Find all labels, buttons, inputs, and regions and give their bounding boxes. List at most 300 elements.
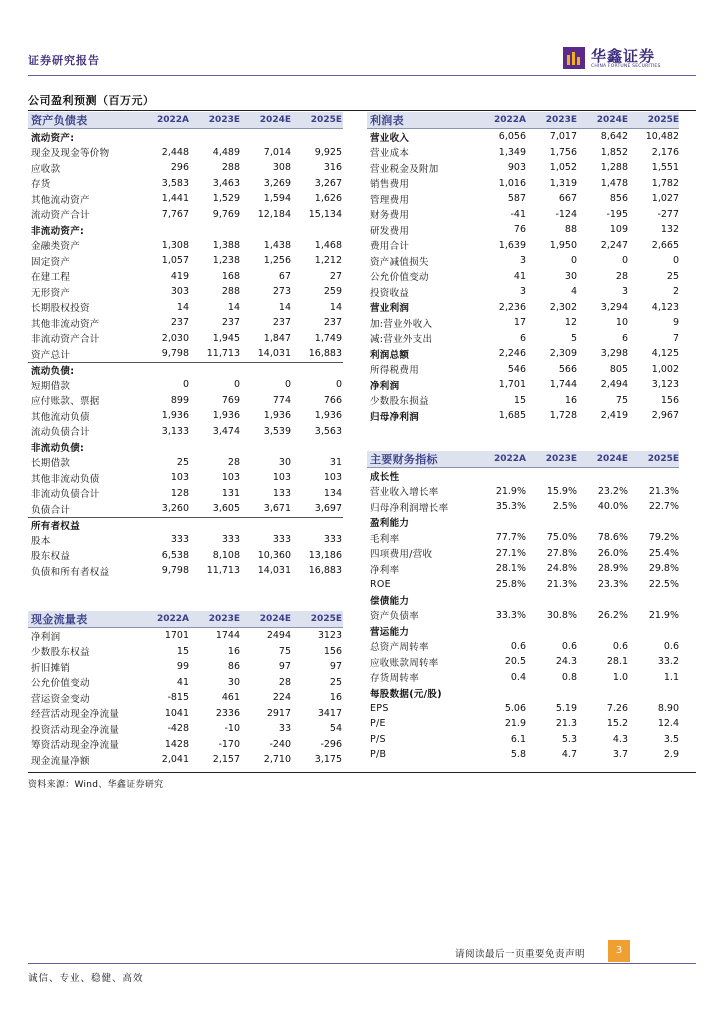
table-title: 资产负债表 — [31, 114, 88, 127]
row-label: 固定资产 — [31, 256, 71, 268]
column-header: 2023E — [545, 454, 577, 464]
table-row — [28, 548, 343, 564]
cell-value: 4.3 — [612, 733, 628, 745]
cell-value: 273 — [272, 286, 291, 298]
cell-value: 16,883 — [308, 348, 342, 360]
cell-value: 1,478 — [600, 177, 628, 189]
table-row — [367, 623, 679, 639]
section-caption: 公司盈利预测（百万元） — [28, 94, 155, 107]
logo-subtext: CHINA FORTUNE SECURITIES — [591, 64, 661, 69]
income-statement-table — [367, 112, 679, 424]
row-label: 现金及现金等价物 — [31, 148, 110, 160]
row-label: 长期借款 — [31, 458, 71, 470]
table-row — [367, 701, 679, 717]
cell-value: 5.06 — [504, 702, 526, 714]
cell-value: 1,749 — [314, 332, 342, 344]
table-row — [28, 253, 343, 269]
table-row — [28, 393, 343, 409]
row-label: 公允价值变动 — [370, 272, 429, 284]
row-label: 其他非流动负债 — [31, 473, 100, 485]
cell-value: 25.4% — [648, 547, 679, 559]
cell-value: 7,014 — [263, 146, 291, 158]
row-label: 流动负债合计 — [31, 427, 90, 439]
cell-value: 28 — [227, 456, 240, 468]
cell-value: 6,538 — [161, 549, 189, 561]
cell-value: 29.8% — [648, 563, 679, 575]
table-row — [367, 670, 679, 686]
table-row — [367, 685, 679, 701]
cell-value: 16 — [564, 394, 577, 406]
cell-value: 1,756 — [549, 146, 577, 158]
cell-value: 2917 — [266, 707, 291, 719]
cell-value: 97 — [278, 661, 291, 673]
cell-value: 288 — [221, 286, 240, 298]
cell-value: 224 — [272, 692, 291, 704]
cell-value: 1,438 — [263, 239, 291, 251]
caption-divider — [28, 110, 696, 111]
row-label: 每股数据(元/股) — [370, 688, 442, 700]
cell-value: 1,685 — [498, 410, 526, 422]
cell-value: 667 — [558, 193, 577, 205]
cell-value: 3,697 — [314, 503, 342, 515]
cell-value: 3,563 — [314, 425, 342, 437]
cell-value: 21.9% — [648, 609, 679, 621]
row-label: 盈利能力 — [370, 518, 410, 530]
column-header: 2024E — [259, 115, 291, 125]
cell-value: 237 — [272, 317, 291, 329]
cell-value: 31 — [329, 456, 342, 468]
row-label: 其他非流动资产 — [31, 318, 100, 330]
cell-value: 4,123 — [651, 301, 679, 313]
cell-value: 28.1 — [606, 656, 628, 668]
cell-value: 97 — [329, 661, 342, 673]
cell-value: 23.3% — [597, 578, 628, 590]
cell-value: 2,665 — [651, 239, 679, 251]
table-row — [367, 530, 679, 546]
cell-value: 6 — [519, 332, 526, 344]
cell-value: 2,710 — [263, 754, 291, 766]
cell-value: 1.1 — [663, 671, 679, 683]
table-header-row — [28, 611, 343, 628]
cell-value: 3 — [519, 286, 526, 298]
cell-value: 22.7% — [648, 501, 679, 513]
cell-value: 27.8% — [546, 547, 577, 559]
row-label: 四项费用/营收 — [370, 549, 433, 561]
cell-value: 1,212 — [314, 255, 342, 267]
row-label: 营业收入 — [370, 132, 410, 144]
table-row — [367, 129, 679, 145]
table-row — [28, 752, 343, 768]
cell-value: 899 — [170, 394, 189, 406]
row-label: 负债和所有者权益 — [31, 566, 110, 578]
row-label: 营运能力 — [370, 626, 410, 638]
column-header: 2023E — [208, 614, 240, 624]
cell-value: 11,713 — [206, 348, 240, 360]
row-label: 总资产周转率 — [370, 642, 429, 654]
cell-value: 41 — [513, 270, 526, 282]
cell-value: 12 — [564, 317, 577, 329]
cell-value: 8.90 — [657, 702, 679, 714]
table-row — [367, 468, 679, 484]
table-row — [28, 532, 343, 548]
cell-value: 25 — [329, 676, 342, 688]
table-header-row — [367, 112, 679, 129]
cell-value: 134 — [323, 487, 342, 499]
cell-value: 12.4 — [657, 718, 679, 730]
cell-value: 16,883 — [308, 565, 342, 577]
row-label: 应收账款周转率 — [370, 657, 439, 669]
cell-value: 33.3% — [495, 609, 526, 621]
cell-value: 1,349 — [498, 146, 526, 158]
cell-value: 75 — [278, 645, 291, 657]
row-label: 现金流量净额 — [31, 755, 90, 767]
cell-value: 99 — [176, 661, 189, 673]
cell-value: 288 — [221, 162, 240, 174]
cell-value: 6 — [621, 332, 628, 344]
cell-value: 103 — [323, 472, 342, 484]
cell-value: 1,936 — [263, 410, 291, 422]
financial-indicators-table — [367, 451, 679, 763]
cell-value: 24.3 — [555, 656, 577, 668]
cell-value: -10 — [224, 723, 240, 735]
row-label: 金融类资产 — [31, 241, 81, 253]
cell-value: 3,474 — [212, 425, 240, 437]
table-row — [367, 377, 679, 393]
table-title: 主要财务指标 — [370, 453, 438, 466]
cell-value: 13,186 — [308, 549, 342, 561]
cell-value: 774 — [272, 394, 291, 406]
cell-value: 2,309 — [549, 348, 577, 360]
footer-divider — [28, 963, 696, 964]
cell-value: 22.5% — [648, 578, 679, 590]
cell-value: -428 — [167, 723, 189, 735]
cell-value: 1,319 — [549, 177, 577, 189]
cell-value: 15 — [513, 394, 526, 406]
table-row — [367, 546, 679, 562]
row-label: 应收款 — [31, 163, 61, 175]
table-row — [28, 191, 343, 207]
row-label: 研发费用 — [370, 225, 410, 237]
table-row — [28, 238, 343, 254]
cell-value: 25.8% — [495, 578, 526, 590]
cell-value: 14 — [227, 301, 240, 313]
cell-value: 2494 — [266, 630, 291, 642]
table-row — [28, 377, 343, 393]
cell-value: 2,157 — [212, 754, 240, 766]
table-row — [28, 470, 343, 486]
table-row — [367, 253, 679, 269]
cell-value: 3,583 — [161, 177, 189, 189]
table-row — [367, 654, 679, 670]
cell-value: 0 — [335, 379, 342, 391]
cell-value: 7,017 — [549, 131, 577, 143]
cell-value: 3,294 — [600, 301, 628, 313]
cell-value: 333 — [323, 534, 342, 546]
cell-value: 15,134 — [308, 208, 342, 220]
row-label: 流动负债: — [31, 365, 75, 377]
cell-value: 9,925 — [314, 146, 342, 158]
table-row — [28, 675, 343, 691]
cell-value: 1,950 — [549, 239, 577, 251]
row-label: 营运资金变动 — [31, 693, 90, 705]
cell-value: 8,108 — [212, 549, 240, 561]
cell-value: 67 — [278, 270, 291, 282]
cell-value: 2,494 — [600, 379, 628, 391]
cell-value: 21.9 — [504, 718, 526, 730]
cell-value: 25 — [666, 270, 679, 282]
cell-value: 1,288 — [600, 162, 628, 174]
cell-value: 30 — [278, 456, 291, 468]
cell-value: 131 — [221, 487, 240, 499]
row-label: 其他流动资产 — [31, 194, 90, 206]
cell-value: 3,269 — [263, 177, 291, 189]
cell-value: 0 — [570, 255, 577, 267]
row-label: 折旧摊销 — [31, 662, 71, 674]
cell-value: 88 — [564, 224, 577, 236]
table-row — [367, 160, 679, 176]
row-label: 负债合计 — [31, 504, 71, 516]
cell-value: 2,176 — [651, 146, 679, 158]
cell-value: 7.26 — [606, 702, 628, 714]
cell-value: 54 — [329, 723, 342, 735]
cell-value: 566 — [558, 363, 577, 375]
table-title: 利润表 — [370, 114, 404, 127]
cell-value: 7 — [672, 332, 679, 344]
cell-value: 308 — [272, 162, 291, 174]
row-label: 投资收益 — [370, 287, 410, 299]
table-row — [28, 628, 343, 644]
cell-value: 4 — [570, 286, 577, 298]
table-row — [367, 408, 679, 424]
cell-value: 1,057 — [161, 255, 189, 267]
cell-value: 296 — [170, 162, 189, 174]
cell-value: 3,671 — [263, 503, 291, 515]
disclaimer-note: 请阅读最后一页重要免责声明 — [455, 949, 586, 960]
table-row — [367, 592, 679, 608]
table-row — [28, 517, 343, 533]
row-label: 流动资产合计 — [31, 210, 90, 222]
row-label: 营业税金及附加 — [370, 163, 439, 175]
cell-value: -124 — [555, 208, 577, 220]
cell-value: 5.19 — [555, 702, 577, 714]
cell-value: 1,626 — [314, 193, 342, 205]
row-label: 非流动负债: — [31, 442, 85, 454]
cell-value: 1,551 — [651, 162, 679, 174]
cell-value: 2,302 — [549, 301, 577, 313]
table-row — [367, 207, 679, 223]
cell-value: 3.7 — [612, 749, 628, 761]
cell-value: 132 — [660, 224, 679, 236]
cell-value: 26.2% — [597, 609, 628, 621]
cell-value: 1,701 — [498, 379, 526, 391]
row-label: ROE — [370, 578, 391, 590]
cell-value: 17 — [513, 317, 526, 329]
row-label: 资产减值损失 — [370, 256, 429, 268]
cell-value: 0.6 — [612, 640, 628, 652]
cell-value: -815 — [167, 692, 189, 704]
row-label: 股本 — [31, 535, 51, 547]
cell-value: 76 — [513, 224, 526, 236]
logo-icon — [563, 47, 585, 69]
table-row — [28, 721, 343, 737]
cell-value: 26.0% — [597, 547, 628, 559]
table-row — [28, 690, 343, 706]
table-row — [28, 160, 343, 176]
cell-value: 1,945 — [212, 332, 240, 344]
cell-value: 237 — [170, 317, 189, 329]
cell-value: 805 — [609, 363, 628, 375]
row-label: 公允价值变动 — [31, 678, 90, 690]
cell-value: 1,468 — [314, 239, 342, 251]
cell-value: 769 — [221, 394, 240, 406]
row-label: 减:营业外支出 — [370, 334, 433, 346]
table-row — [367, 145, 679, 161]
row-label: P/B — [370, 749, 387, 761]
table-row — [28, 737, 343, 753]
cell-value: 4,125 — [651, 348, 679, 360]
cell-value: 856 — [609, 193, 628, 205]
cell-value: 78.6% — [597, 532, 628, 544]
table-row — [28, 222, 343, 238]
cell-value: 3,298 — [600, 348, 628, 360]
cell-value: 28 — [278, 676, 291, 688]
cell-value: 0 — [182, 379, 189, 391]
cell-value: 16 — [227, 645, 240, 657]
cell-value: 77.7% — [495, 532, 526, 544]
row-label: EPS — [370, 702, 389, 714]
table-row — [28, 424, 343, 440]
cell-value: 1701 — [164, 630, 189, 642]
row-label: 资产总计 — [31, 349, 71, 361]
row-label: 毛利率 — [370, 533, 400, 545]
cell-value: 109 — [609, 224, 628, 236]
cell-value: 33 — [278, 723, 291, 735]
row-label: 加:营业外收入 — [370, 318, 433, 330]
cell-value: 9 — [672, 317, 679, 329]
table-row — [28, 331, 343, 347]
cell-value: 1,002 — [651, 363, 679, 375]
table-row — [28, 659, 343, 675]
row-label: 净利率 — [370, 564, 400, 576]
row-label: P/E — [370, 718, 386, 730]
table-row — [367, 315, 679, 331]
cell-value: 3,123 — [651, 379, 679, 391]
cell-value: 2,419 — [600, 410, 628, 422]
table-row — [367, 222, 679, 238]
cell-value: 28.9% — [597, 563, 628, 575]
cell-value: 1,238 — [212, 255, 240, 267]
cell-value: 40.0% — [597, 501, 628, 513]
cell-value: 24.8% — [546, 563, 577, 575]
cell-value: 546 — [507, 363, 526, 375]
table-row — [28, 129, 343, 145]
cell-value: 2,247 — [600, 239, 628, 251]
row-label: 应付账款、票据 — [31, 396, 100, 408]
row-label: 归母净利润 — [370, 411, 420, 423]
cell-value: 15 — [176, 645, 189, 657]
cell-value: 156 — [660, 394, 679, 406]
row-label: 股东权益 — [31, 551, 71, 563]
row-label: 归母净利润增长率 — [370, 502, 449, 514]
footer-slogan: 诚信、专业、稳健、高效 — [28, 973, 144, 984]
cell-value: 333 — [170, 534, 189, 546]
row-label: 成长性 — [370, 471, 400, 483]
source-note: 资料来源：Wind、华鑫证券研究 — [28, 780, 164, 790]
cell-value: 1,936 — [161, 410, 189, 422]
cell-value: 16 — [329, 692, 342, 704]
column-header: 2023E — [545, 115, 577, 125]
cell-value: 8,642 — [600, 131, 628, 143]
cell-value: 1,388 — [212, 239, 240, 251]
cell-value: 4.7 — [561, 749, 577, 761]
table-row — [28, 644, 343, 660]
cell-value: 587 — [507, 193, 526, 205]
cell-value: 9,798 — [161, 565, 189, 577]
cell-value: 419 — [170, 270, 189, 282]
cell-value: 1,308 — [161, 239, 189, 251]
row-label: 少数股东权益 — [31, 647, 90, 659]
cell-value: 1,594 — [263, 193, 291, 205]
cell-value: 0 — [284, 379, 291, 391]
cell-value: 15.9% — [546, 485, 577, 497]
table-row — [367, 732, 679, 748]
cell-value: 1.0 — [612, 671, 628, 683]
row-label: 利润总额 — [370, 349, 410, 361]
cell-value: 3,463 — [212, 177, 240, 189]
table-row — [367, 561, 679, 577]
column-header: 2025E — [647, 115, 679, 125]
cell-value: 333 — [221, 534, 240, 546]
column-header: 2024E — [596, 115, 628, 125]
cell-value: -240 — [269, 738, 291, 750]
logo-text: 华鑫证券 — [591, 47, 656, 65]
cell-value: 0.6 — [663, 640, 679, 652]
cell-value: 14 — [278, 301, 291, 313]
cell-value: 21.3 — [555, 718, 577, 730]
cell-value: 3,539 — [263, 425, 291, 437]
cell-value: 1,256 — [263, 255, 291, 267]
cell-value: 303 — [170, 286, 189, 298]
cell-value: 10 — [615, 317, 628, 329]
column-header: 2023E — [208, 115, 240, 125]
table-row — [28, 207, 343, 223]
cell-value: 1,016 — [498, 177, 526, 189]
table-row — [28, 176, 343, 192]
table-row — [367, 331, 679, 347]
cell-value: 21.3% — [648, 485, 679, 497]
row-label: 短期借款 — [31, 380, 71, 392]
cell-value: 259 — [323, 286, 342, 298]
table-row — [28, 439, 343, 455]
row-label: 所得税费用 — [370, 365, 420, 377]
table-row — [367, 176, 679, 192]
row-label: 筹资活动现金净流量 — [31, 740, 120, 752]
cell-value: 1744 — [215, 630, 240, 642]
cell-value: 1,728 — [549, 410, 577, 422]
table-row — [28, 284, 343, 300]
row-label: 经营活动现金净流量 — [31, 709, 120, 721]
table-row — [28, 346, 343, 362]
cell-value: 1,027 — [651, 193, 679, 205]
cell-value: 5.8 — [510, 749, 526, 761]
table-row — [367, 362, 679, 378]
table-row — [28, 315, 343, 331]
cell-value: 2.9 — [663, 749, 679, 761]
cell-value: 103 — [170, 472, 189, 484]
table-row — [367, 577, 679, 593]
cell-value: 316 — [323, 162, 342, 174]
cell-value: 28.1% — [495, 563, 526, 575]
